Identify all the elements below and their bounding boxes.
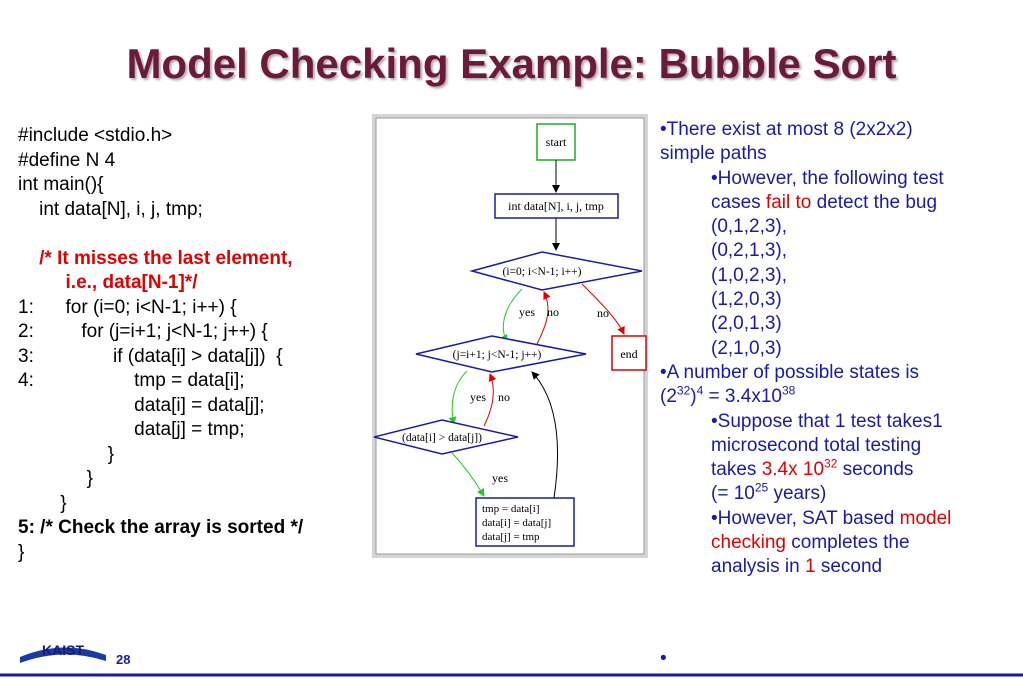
swap-line-2: data[i] = data[j] [482,517,552,529]
code-line: #define N 4 [18,149,116,171]
code-line: int data[N], i, j, tmp; [18,198,203,220]
code-line: 2: for (j=i+1; j<N-1; j++) { [18,321,268,342]
note-text: second [815,556,883,578]
swap-line-3: data[j] = tmp [482,531,540,543]
note-paths-cont: simple paths [660,143,767,165]
note-text: analysis in [711,556,805,578]
formula-exp: 32 [824,456,838,471]
notes-panel [660,118,1020,580]
code-line: 3: if (data[i] > data[j]) { [18,345,283,367]
formula-part: = 3.4x10 [703,386,782,408]
note-suppose: •Suppose that 1 test takes1 [711,410,943,432]
start-label: start [545,135,567,149]
code-line: } [18,492,67,514]
code-listing [18,124,303,565]
note-however: •However, the following test [711,167,944,189]
code-line: data[i] = data[j]; [18,394,265,416]
code-comment: 5: /* Check the array is sorted */ [18,517,304,538]
test-case: (2,1,0,3) [711,337,782,359]
flow-panel [376,118,644,554]
edge-label-no: no [597,306,609,320]
code-line: 4: tmp = data[i]; [18,370,245,391]
end-label: end [620,347,638,361]
note-highlight: model [899,507,952,529]
code-line: #include <stdio.h> [18,125,173,146]
note-states: •A number of possible states is [660,361,920,383]
formula-part: ) [690,386,697,408]
edge-label-no: no [547,305,559,319]
code-comment: i.e., data[N-1]*/ [18,272,198,293]
note-suppose-cont: microsecond total testing [711,434,922,456]
formula-exp: 38 [781,383,796,398]
edge-label-no: no [498,390,510,404]
code-comment: /* It misses the last element, [18,247,293,269]
edge-label-yes: yes [470,390,486,404]
swap-line-1: tmp = data[i] [482,503,540,515]
code-line: } [18,468,93,489]
outer-loop-label: (i=0; i<N-1; i++) [502,266,582,278]
note-sat [660,507,1020,531]
logo-text: KAIST [42,642,84,658]
note-fail [660,191,1020,215]
kaist-logo [18,637,108,667]
code-line-blank [18,222,303,247]
note-paths: •There exist at most 8 (2x2x2) [660,119,913,140]
code-line: 1: for (i=0; i<N-1; i++) { [18,296,237,318]
bottom-rule [0,672,1023,678]
note-text: detect the bug [811,191,938,213]
note-seconds [660,458,1020,482]
code-line: } [18,443,115,465]
note-years [660,482,1020,506]
init-label: int data[N], i, j, tmp [508,199,604,213]
note-highlight: 1 [805,556,816,578]
formula-part: (2 [660,386,677,408]
note-text: completes the [786,532,910,554]
page-number: 28 [116,652,131,667]
code-line: } [18,541,25,563]
test-case: (2,0,1,3) [711,313,782,335]
flow-graph-svg [372,114,648,558]
inner-loop-label: (j=i+1; j<N-1; j++) [452,349,542,361]
test-case: (1,0,2,3), [711,264,788,286]
note-text: years) [768,483,827,505]
code-line: int main(){ [18,174,104,195]
note-text: (= 10 [711,483,755,505]
empty-bullet: • [660,648,667,669]
formula-exp: 4 [696,383,704,398]
test-case: (1,2,0,3) [711,289,782,311]
flow-graph [372,114,648,558]
note-text: seconds [837,459,914,481]
edge-label-yes: yes [519,305,535,319]
test-case: (0,1,2,3), [711,216,788,238]
note-highlight: checking [711,532,786,554]
code-line: data[j] = tmp; [18,419,245,440]
note-sat-cont [660,531,1020,555]
note-sat-end [660,555,1020,579]
formula-exp: 25 [754,481,769,496]
note-highlight: 3.4x 10 [761,459,825,481]
condition-label: (data[i] > data[j]) [402,432,482,444]
edge-label-yes: yes [492,471,508,485]
slide-title: Model Checking Example: Bubble Sort [126,40,897,87]
note-text: takes [711,459,762,481]
note-text: •However, SAT based [711,507,900,529]
note-highlight: fail to [765,191,812,213]
note-states-formula [660,385,1020,409]
test-case: (0,2,1,3), [711,240,788,262]
formula-exp: 32 [676,383,691,398]
note-text: cases [711,191,766,213]
